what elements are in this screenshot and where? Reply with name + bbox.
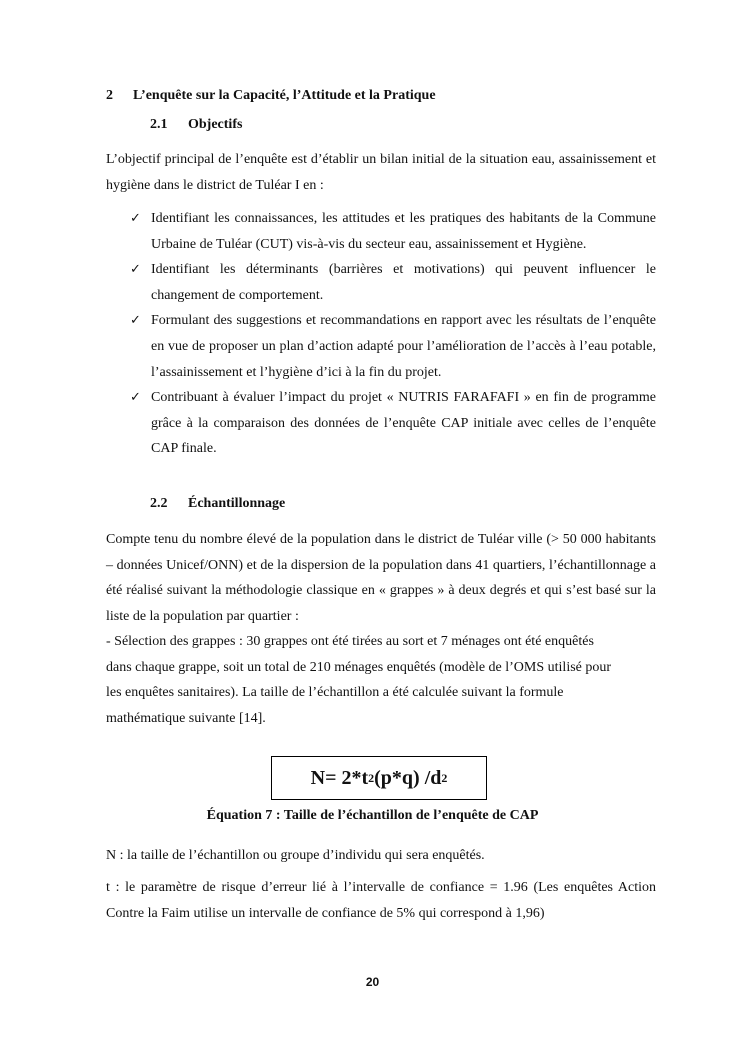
text-line: mathématique suivante [14]. — [106, 710, 266, 726]
section-title: L’enquête sur la Capacité, l’Attitude et la Pratique — [133, 88, 436, 103]
text-line: les enquêtes sanitaires). La taille de l’échantillon a été calculée suivant la formule — [106, 685, 564, 701]
list-item — [106, 257, 656, 308]
list-item-text: Identifiant les déterminants (barrières et motivations) qui peuvent influencer le changement de comportement. — [151, 262, 656, 303]
subsection-number: 2.2 — [150, 496, 168, 511]
list-item-text: Formulant des suggestions et recommandations en rapport avec les résultats de l’enquête en vue de proposer un plan d’action adapté pour l’amélioration de l’accès à l’eau potable, l’assainissement et l’hygiène d’ici à la fin du projet. — [151, 313, 656, 380]
objectives-list — [106, 206, 656, 462]
list-item-text: Identifiant les connaissances, les attitudes et les pratiques des habitants de la Commune Urbaine de Tuléar (CUT) vis-à-vis du secteur eau, assainissement et Hygiène. — [151, 211, 656, 252]
selection-text — [106, 629, 666, 731]
definition-t: t : le paramètre de risque d’erreur lié à l’intervalle de confiance = 1.96 (Les enquêtes Action Contre la Faim utilise un intervalle de confiance de 5% qui correspond à 1,96) — [106, 880, 656, 921]
definition-n: N : la taille de l’échantillon ou groupe d’individu qui sera enquêtés. — [106, 848, 485, 863]
checkmark-icon: ✓ — [130, 313, 141, 329]
section-number: 2 — [106, 88, 113, 103]
equation-caption: Équation 7 : Taille de l’échantillon de l’enquête de CAP — [206, 808, 539, 823]
equation-part-2: (p*q) /d — [374, 766, 442, 789]
text-line: - Sélection des grappes : 30 grappes ont été tirées au sort et 7 ménages ont été enquêtés — [106, 634, 594, 649]
list-item — [106, 385, 656, 462]
checkmark-icon: ✓ — [130, 262, 141, 278]
subsection-title: Objectifs — [188, 117, 243, 132]
list-item-text: Contribuant à évaluer l’impact du projet « NUTRIS FARAFAFI » en fin de programme grâce à la comparaison des données de l’enquête CAP initiale avec celles de l’enquête CAP finale. — [151, 390, 656, 457]
checkmark-icon: ✓ — [130, 390, 141, 406]
subsection-title: Échantillonnage — [188, 496, 286, 511]
objective-intro: L’objectif principal de l’enquête est d’établir un bilan initial de la situation eau, assainissement et hygiène dans le district de Tuléar I en : — [106, 152, 656, 193]
section-heading — [106, 88, 436, 104]
list-item — [106, 308, 656, 385]
page-number: 20 — [365, 975, 380, 989]
subsection-number: 2.1 — [150, 117, 168, 132]
equation-part-1: N= 2*t — [310, 766, 369, 789]
subsection-heading-objectifs — [150, 117, 242, 133]
text-line: dans chaque grappe, soit un total de 210 ménages enquêtés (modèle de l’OMS utilisé pour — [106, 659, 612, 675]
subsection-heading-echantillonnage — [150, 496, 285, 512]
list-item — [106, 206, 656, 257]
checkmark-icon: ✓ — [130, 211, 141, 226]
equation-box: N= 2*t 2 (p*q) /d 2 — [271, 756, 487, 800]
sampling-paragraph: Compte tenu du nombre élevé de la population dans le district de Tuléar ville (> 50 000 habitants – données Unicef/ONN) et de la dispersion de la population dans 41 quartiers, l’échantillonnage a été réalisé suivant la méthodologie classique en « grappes » à deux degrés et qui s’est basé sur la liste de la population par quartier : — [106, 532, 656, 624]
